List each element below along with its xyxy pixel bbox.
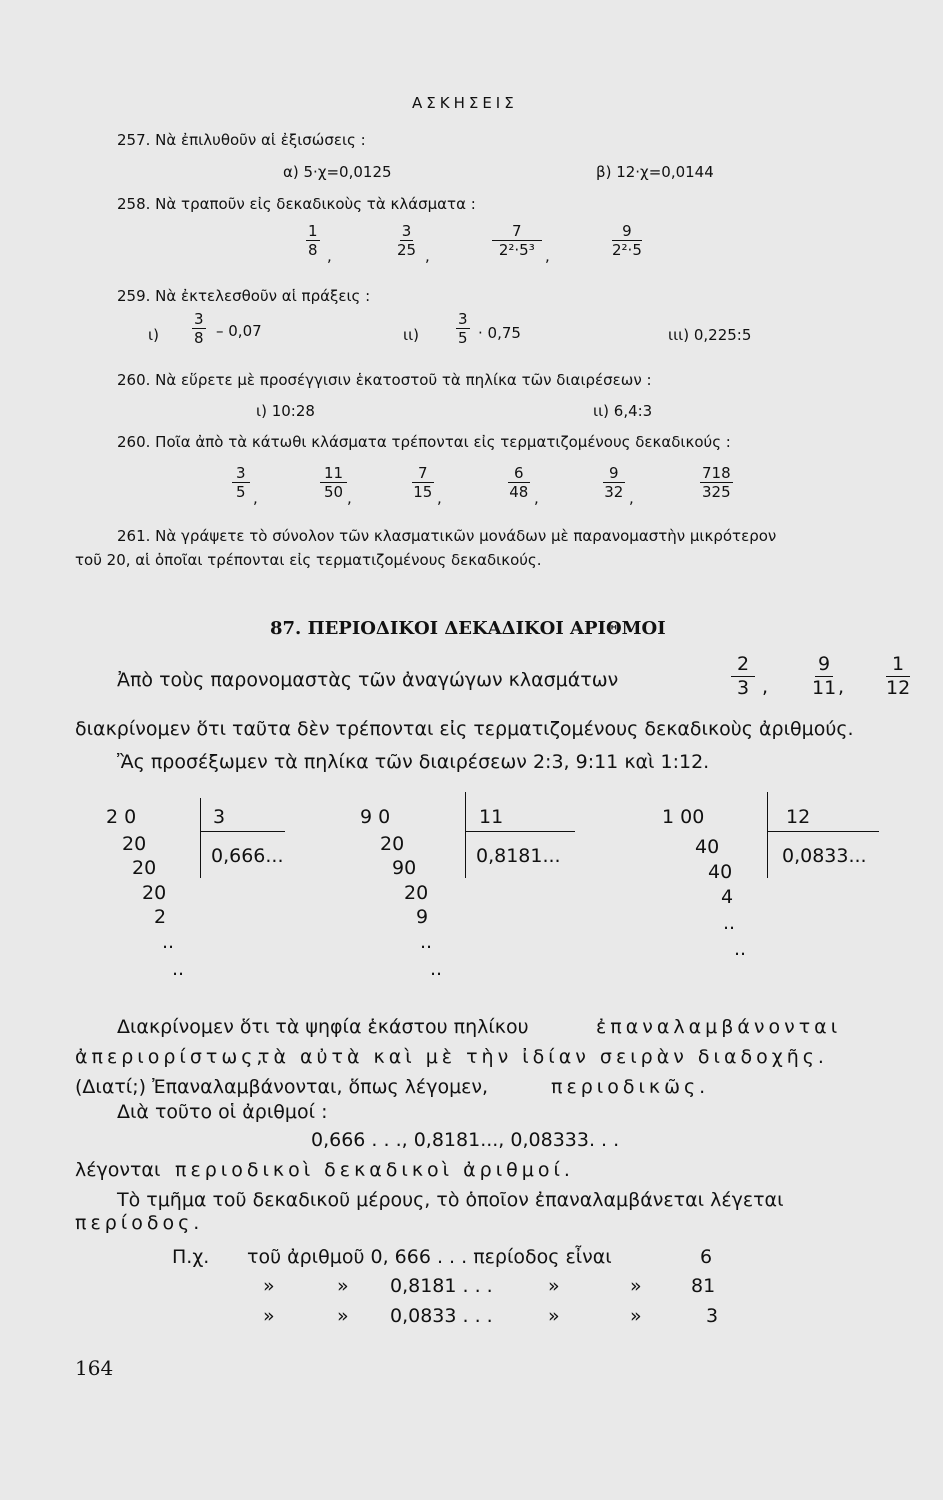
page-number: 164 [75, 1356, 114, 1380]
ex257-b: β) 12·χ=0,0144 [596, 163, 714, 181]
ex260b-fraction: $\frac{718}{325}$ [702, 464, 731, 502]
section-title: 87. ΠΕΡΙΟΔΙΚΟΙ ΔΕΚΑΔΙΚΟΙ ΑΡΙΘΜΟΙ [270, 618, 666, 639]
intro-fraction: $\frac{2}{3}$ [731, 654, 755, 700]
ex260b-text: 260. Ποῖα ἀπὸ τὰ κάτωθι κλάσματα τρέπονται εἰς τερματιζομένους δεκαδικούς : [117, 433, 731, 451]
ex260b-fraction: $\frac{7}{15}$ [413, 464, 433, 502]
ex259-iii: ιιι) 0,225:5 [668, 326, 752, 344]
section-p9-spaced: περιοδικοὶ δεκαδικοὶ ἀριθμοί. [175, 1159, 574, 1181]
section-p8: 0,666 . . ., 0,8181..., 0,08333. . . [311, 1129, 620, 1151]
section-p2: διακρίνομεν ὅτι ταῦτα δὲν τρέπονται εἰς τερματιζομένους δεκαδικοὺς ἀριθμούς. [75, 718, 854, 740]
ex260b-fraction: $\frac{3}{5}$ [232, 465, 250, 502]
example-row-1: τοῦ ἀριθμοῦ 0, 666 . . . περίοδος εἶναι [247, 1246, 612, 1268]
section-p9: λέγονται [75, 1159, 161, 1181]
div3-row: 40 [695, 836, 720, 858]
example-row-3-value: 3 [706, 1305, 719, 1327]
div2-dividend: 9 0 [360, 806, 391, 828]
div2-row: 20 [380, 833, 405, 855]
section-p6-spaced: περιοδικῶς. [551, 1076, 710, 1098]
section-p6: (Διατί;) Ἐπαναλαμβάνονται, ὅπως λέγομεν, [75, 1076, 489, 1098]
ex259-i-rest: – 0,07 [216, 322, 262, 340]
section-p1: Ἀπὸ τοὺς παρονομαστὰς τῶν ἀναγώγων κλασμάτων [117, 669, 619, 691]
div1-row: 20 [142, 882, 167, 904]
ex261-line1: 261. Νὰ γράψετε τὸ σύνολον τῶν κλασματικῶν μονάδων μὲ παρανομαστὴν μικρότερον [117, 527, 777, 545]
exercises-heading: ΑΣΚΗΣΕΙΣ [412, 94, 518, 112]
ex260b-fraction: $\frac{6}{48}$ [509, 464, 529, 502]
ex259-ii-label: ιι) [403, 326, 420, 344]
ex258-fraction: $\frac{9}{\text{2²·5}}$ [612, 222, 642, 260]
section-p7: Διὰ τοῦτο οἱ ἀριθμοί : [117, 1101, 328, 1123]
div3-quotient: 0,0833... [782, 845, 867, 867]
ex257-a: α) 5·χ=0,0125 [283, 163, 392, 181]
div1-row: 2 [154, 906, 167, 928]
ex259-i-label: ι) [148, 326, 159, 344]
div3-row: .. [734, 938, 747, 960]
div2-row: 90 [392, 857, 417, 879]
ex259-ii-fraction: $\frac{3}{5}$ [458, 310, 468, 348]
ex257-text: 257. Νὰ ἐπιλυθοῦν αἱ ἐξισώσεις : [117, 131, 366, 149]
div1-row: 20 [122, 833, 147, 855]
section-p3: Ἂς προσέξωμεν τὰ πηλίκα τῶν διαιρέσεων 2:3, 9:11 καὶ 1:12. [117, 751, 710, 773]
example-row-1-value: 6 [700, 1246, 713, 1268]
ex260a-text: 260. Νὰ εὕρετε μὲ προσέγγισιν ἑκατοστοῦ τὰ πηλίκα τῶν διαιρέσεων : [117, 371, 652, 389]
section-p5-spaced: ἀπεριορίστως, [75, 1046, 267, 1068]
div2-row: .. [420, 931, 433, 953]
div3-row: 4 [721, 886, 734, 908]
ex261-line2: τοῦ 20, αἱ ὁποῖαι τρέπονται εἰς τερματιζομένους δεκαδικούς. [75, 551, 542, 569]
div2-row: 9 [416, 906, 429, 928]
div3-row: 40 [708, 861, 733, 883]
section-p5-spaced-b: τὰ αὐτὰ καὶ μὲ τὴν ἰδίαν σειρὰν διαδοχῆς. [258, 1046, 828, 1068]
div1-dividend: 2 0 [106, 806, 137, 828]
ex260b-fraction: $\frac{9}{32}$ [604, 464, 624, 502]
example-row-2: 0,8181 . . . [390, 1275, 493, 1297]
example-row-3: 0,0833 . . . [390, 1305, 493, 1327]
div1-row: .. [162, 931, 175, 953]
ex259-i-fraction: $\frac{3}{8}$ [194, 310, 204, 348]
section-p4: Διακρίνομεν ὅτι τὰ ψηφία ἑκάστου πηλίκου [117, 1016, 529, 1038]
ex260a-ii: ιι) 6,4:3 [593, 402, 653, 420]
ex259-text: 259. Νὰ ἐκτελεσθοῦν αἱ πράξεις : [117, 287, 371, 305]
ex259-ii-rest: · 0,75 [478, 324, 521, 342]
intro-fraction: $\frac{9}{11}$ [812, 653, 837, 699]
div2-row: .. [430, 958, 443, 980]
div3-row: .. [723, 912, 736, 934]
div1-row: 20 [132, 857, 157, 879]
ex260b-fraction: $\frac{11}{50}$ [320, 465, 347, 502]
ex260a-i: ι) 10:28 [256, 402, 315, 420]
section-p4-spaced: ἐπαναλαμβάνονται [596, 1016, 842, 1038]
ex258-fraction: $\frac{7}{\text{2²·5³}}$ [492, 223, 542, 260]
section-p11: περίοδος. [75, 1212, 204, 1234]
ex258-fraction: $\frac{1}{8}$ [308, 222, 318, 260]
div2-row: 20 [404, 882, 429, 904]
book-page: ΑΣΚΗΣΕΙΣ 257. Νὰ ἐπιλυθοῦν αἱ ἐξισώσεις : α) 5·χ=0,0125 β) 12·χ=0,0144 258. Νὰ τραποῦν εἰς δεκαδικοὺς τὰ κλάσματα : $\frac{1}{8}$ , $\frac{3}{25}$ , $\frac{7}{\text{2²·5³}}$ , $\frac{9}{\text{2²·5}}$ 259. Νὰ ἐκτελεσθοῦν αἱ πράξεις : ι) $\frac{3}{8}$ – 0,07 ιι) $\frac{3}{5}$ · 0,75 ιιι) 0,225:5 260. Νὰ εὕρετε μὲ προσέγγισιν ἑκατοστοῦ τὰ πηλίκα τῶν διαιρέσεων : ι) 10:28 ιι) 6,4:3 260. Ποῖα ἀπὸ τὰ κάτωθι κλάσματα τρέπονται εἰς τερματιζομένους δεκαδικούς : $\frac{3}{5}$ , $\frac{11}{50}$ , $\frac{7}{15}$ , $\frac{6}{48}$ , $\frac{9}{32}$ , $\frac{718}{325}$ 261. Νὰ γράψετε τὸ σύνολον τῶν κλασματικῶν μονάδων μὲ παρανομαστὴν μικρότερον τοῦ 20, αἱ ὁποῖαι τρέπονται εἰς τερματιζομένους δεκαδικούς. 87. ΠΕΡΙΟΔΙΚΟΙ ΔΕΚΑΔΙΚΟΙ ΑΡΙΘΜΟΙ Ἀπὸ τοὺς παρονομαστὰς τῶν ἀναγώγων κλασμάτων $\frac{2}{3}$ , $\frac{9}{11}$ , $\frac{1}{12}$ διακρίνομεν ὅτι ταῦτα δὲν τρέπονται εἰς τερματιζομένους δεκαδικοὺς ἀριθμούς. Ἂς προσέξωμεν τὰ πηλίκα τῶν διαιρέσεων 2:3, 9:11 καὶ 1:12. 2 0 3 0,666... 20 20 20 2 .. .. 9 0 11 0,8181... 20 90 20 9 .. .. 1 00 12 0,0833... 40 40 4 .. .. Διακρίνομεν ὅτι τὰ ψηφία ἑκάστου πηλίκου ἐπαναλαμβάνονται ἀπεριορίστως, τὰ αὐτὰ καὶ μὲ τὴν ἰδίαν σειρὰν διαδοχῆς. (Διατί;) Ἐπαναλαμβάνονται, ὅπως λέγομεν, περιοδικῶς. Διὰ τοῦτο οἱ ἀριθμοί : 0,666 . . ., 0,8181..., 0,08333. . . λέγονται περιοδικοὶ δεκαδικοὶ ἀριθμοί. Τὸ τμῆμα τοῦ δεκαδικοῦ μέρους, τὸ ὁποῖον ἐπαναλαμβάνεται λέγεται περίοδος. Π.χ. τοῦ ἀριθμοῦ 0, 666 . . . περίοδος εἶναι 6 » » 0,8181 . . . » » 81 » » 0,0833 . . . » » 3 164 [0, 0, 943, 1500]
example-row-2-value: 81 [691, 1275, 716, 1297]
div1-quotient: 0,666... [211, 845, 284, 867]
div3-dividend: 1 00 [662, 806, 705, 828]
example-label: Π.χ. [172, 1246, 210, 1268]
section-p10: Τὸ τμῆμα τοῦ δεκαδικοῦ μέρους, τὸ ὁποῖον ἐπαναλαμβάνεται λέγεται [117, 1189, 784, 1211]
div2-quotient: 0,8181... [476, 845, 561, 867]
div3-divisor: 12 [786, 806, 811, 828]
div1-row: .. [172, 958, 185, 980]
ex258-fraction: $\frac{3}{25}$ [397, 222, 417, 260]
intro-fraction: $\frac{1}{12}$ [886, 653, 911, 699]
ex258-text: 258. Νὰ τραποῦν εἰς δεκαδικοὺς τὰ κλάσματα : [117, 195, 476, 213]
div2-divisor: 11 [479, 806, 504, 828]
div1-divisor: 3 [213, 806, 226, 828]
